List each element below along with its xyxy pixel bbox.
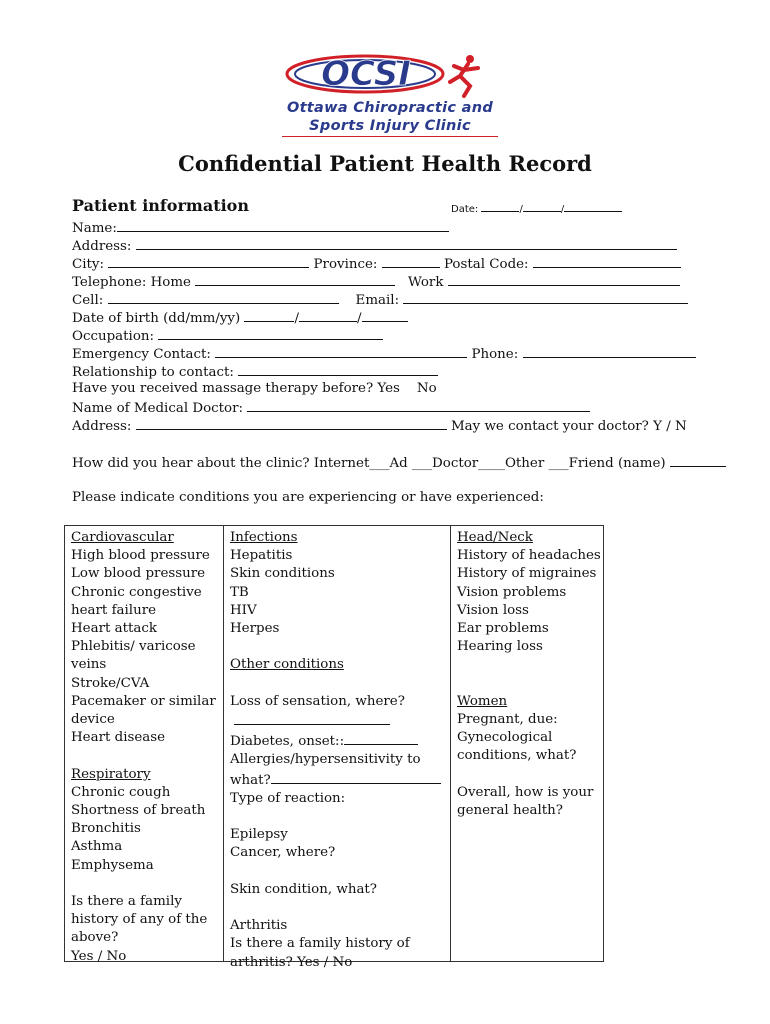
- dob-row: Date of birth (dd/mm/yy) / /: [72, 308, 408, 328]
- email-input[interactable]: [403, 290, 688, 304]
- emergency-contact-label: Emergency Contact:: [72, 347, 211, 362]
- address-row: [72, 236, 677, 256]
- ocsi-swoosh-icon: [270, 48, 510, 100]
- email-label: Email:: [355, 293, 400, 308]
- family-history-question: history of any of the: [71, 912, 208, 928]
- condition-item[interactable]: Low blood pressure: [71, 566, 206, 582]
- logo-line-1: Ottawa Chiropractic and: [286, 100, 494, 116]
- skin-condition-item[interactable]: Skin condition, what?: [230, 881, 377, 897]
- women-heading: Women: [457, 693, 508, 709]
- friend-name-input[interactable]: [670, 453, 726, 467]
- other-conditions-heading: Other conditions: [230, 657, 344, 673]
- condition-item[interactable]: Heart attack: [71, 621, 157, 637]
- infections-heading: Infections: [230, 530, 298, 545]
- condition-item[interactable]: History of migraines: [457, 566, 597, 582]
- massage-question: Have you received massage therapy before? Yes: [72, 381, 400, 396]
- work-phone-input[interactable]: [448, 272, 680, 286]
- condition-item[interactable]: heart failure: [71, 602, 157, 618]
- condition-item[interactable]: Asthma: [71, 839, 123, 855]
- dob-month-input[interactable]: [299, 308, 357, 322]
- contact-doctor-question: May we contact your doctor? Y / N: [450, 419, 687, 434]
- address-input[interactable]: [136, 236, 677, 250]
- massage-row: [72, 380, 437, 398]
- respiratory-heading: Respiratory: [71, 766, 151, 782]
- logo-divider: [282, 136, 498, 137]
- condition-item[interactable]: Vision problems: [457, 584, 567, 600]
- name-row: [72, 218, 449, 238]
- relationship-label: Relationship to contact:: [72, 365, 234, 380]
- telephone-home-input[interactable]: [195, 272, 395, 286]
- cell-label: Cell:: [72, 293, 104, 308]
- cell-row: [72, 290, 688, 310]
- allergies-input[interactable]: [271, 770, 441, 784]
- allergies-what-label: what?: [230, 772, 271, 788]
- diabetes-onset-input[interactable]: [344, 731, 418, 745]
- relationship-input[interactable]: [238, 362, 438, 376]
- condition-item[interactable]: Arthritis: [230, 918, 288, 934]
- loss-of-sensation-item[interactable]: Loss of sensation, where?: [230, 693, 405, 709]
- emergency-row: [72, 344, 696, 364]
- dob-label: Date of birth (dd/mm/yy): [72, 311, 241, 326]
- occupation-row: [72, 326, 383, 346]
- relationship-row: [72, 362, 438, 382]
- medical-doctor-row: [72, 398, 590, 418]
- condition-item[interactable]: Skin conditions: [230, 566, 335, 582]
- condition-item[interactable]: History of headaches: [457, 548, 601, 564]
- conditions-column-2: [223, 526, 450, 970]
- allergies-item[interactable]: Allergies/hypersensitivity to: [230, 752, 421, 768]
- family-history-question: above?: [71, 930, 119, 946]
- condition-item[interactable]: Emphysema: [71, 857, 154, 873]
- condition-item[interactable]: Pacemaker or similar: [71, 693, 216, 709]
- arthritis-family-yes-no[interactable]: arthritis? Yes / No: [230, 954, 353, 970]
- date-label: Date:: [451, 204, 479, 215]
- diabetes-item[interactable]: Diabetes, onset::: [230, 734, 345, 750]
- family-history-yes-no[interactable]: Yes / No: [71, 948, 127, 964]
- emergency-phone-input[interactable]: [523, 344, 696, 358]
- condition-item[interactable]: Gynecological: [457, 730, 553, 746]
- address-label: Address:: [72, 239, 132, 254]
- condition-item[interactable]: Phlebitis/ varicose: [71, 639, 196, 655]
- postal-code-input[interactable]: [533, 254, 681, 268]
- arthritis-family-question: Is there a family history of: [230, 936, 410, 952]
- section-heading-patient-info: Patient information: [72, 196, 249, 215]
- condition-item[interactable]: veins: [71, 657, 107, 673]
- condition-item[interactable]: Herpes: [230, 621, 280, 637]
- name-label: Name:: [72, 221, 117, 236]
- condition-item[interactable]: Stroke/CVA: [71, 675, 150, 691]
- telephone-row: [72, 272, 680, 292]
- province-input[interactable]: [382, 254, 440, 268]
- condition-item[interactable]: conditions, what?: [457, 748, 577, 764]
- telephone-home-label: Telephone: Home: [72, 275, 191, 290]
- name-input[interactable]: [117, 218, 449, 232]
- city-label: City:: [72, 257, 104, 272]
- city-row: [72, 254, 681, 274]
- head-neck-heading: Head/Neck: [457, 530, 533, 545]
- conditions-column-3: [450, 526, 603, 961]
- medical-doctor-input[interactable]: [247, 398, 590, 412]
- condition-item[interactable]: TB: [230, 584, 249, 600]
- phone-label: Phone:: [471, 347, 519, 362]
- massage-no-option[interactable]: No: [416, 381, 437, 396]
- overall-health-question: general health?: [457, 803, 563, 818]
- medical-doctor-label: Name of Medical Doctor:: [72, 401, 244, 416]
- cell-input[interactable]: [108, 290, 339, 304]
- logo-acronym: OCSI: [321, 54, 411, 94]
- overall-health-question: Overall, how is your: [457, 784, 594, 800]
- occupation-label: Occupation:: [72, 329, 155, 344]
- emergency-contact-input[interactable]: [215, 344, 467, 358]
- doctor-address-row: [72, 416, 687, 436]
- occupation-input[interactable]: [158, 326, 383, 340]
- condition-item[interactable]: Vision loss: [457, 602, 529, 618]
- condition-item[interactable]: device: [71, 712, 115, 728]
- indicate-conditions-text: Please indicate conditions you are experiencing or have experienced:: [72, 490, 544, 505]
- cancer-item[interactable]: Cancer, where?: [230, 845, 336, 861]
- dob-day-input[interactable]: [244, 308, 294, 322]
- condition-item[interactable]: Hearing loss: [457, 639, 543, 655]
- condition-item[interactable]: HIV: [230, 602, 257, 618]
- condition-item[interactable]: Hepatitis: [230, 548, 293, 564]
- cardiovascular-heading: Cardiovascular: [71, 530, 174, 545]
- page-title: Confidential Patient Health Record: [178, 151, 592, 176]
- condition-item[interactable]: Ear problems: [457, 621, 549, 637]
- doctor-address-label: Address:: [72, 419, 132, 434]
- condition-item[interactable]: Pregnant, due:: [457, 712, 558, 727]
- conditions-table: [64, 525, 604, 970]
- loss-of-sensation-input[interactable]: [234, 711, 390, 725]
- family-history-question: Is there a family: [71, 894, 182, 910]
- logo-line-2: Sports Injury Clinic: [309, 118, 471, 134]
- postal-code-label: Postal Code:: [443, 257, 529, 272]
- reaction-type-label: Type of reaction:: [230, 790, 346, 806]
- hear-about-question: How did you hear about the clinic? Internet___Ad ___Doctor____Other ___Friend (name): [72, 456, 666, 471]
- conditions-column-1: [65, 526, 223, 964]
- city-input[interactable]: [108, 254, 309, 268]
- dob-year-input[interactable]: [362, 308, 408, 322]
- clinic-logo: [270, 48, 510, 140]
- doctor-address-input[interactable]: [136, 416, 447, 430]
- condition-item[interactable]: Chronic congestive: [71, 584, 202, 600]
- condition-item[interactable]: Heart disease: [71, 730, 166, 746]
- condition-item[interactable]: Bronchitis: [71, 821, 141, 837]
- condition-item[interactable]: Chronic cough: [71, 784, 171, 800]
- condition-item[interactable]: Epilepsy: [230, 827, 288, 843]
- condition-item[interactable]: Shortness of breath: [71, 803, 206, 819]
- work-label: Work: [408, 275, 444, 290]
- hear-about-row: [72, 453, 726, 473]
- date-field[interactable]: Date: / /: [451, 202, 622, 215]
- condition-item[interactable]: High blood pressure: [71, 548, 210, 564]
- province-label: Province:: [313, 257, 378, 272]
